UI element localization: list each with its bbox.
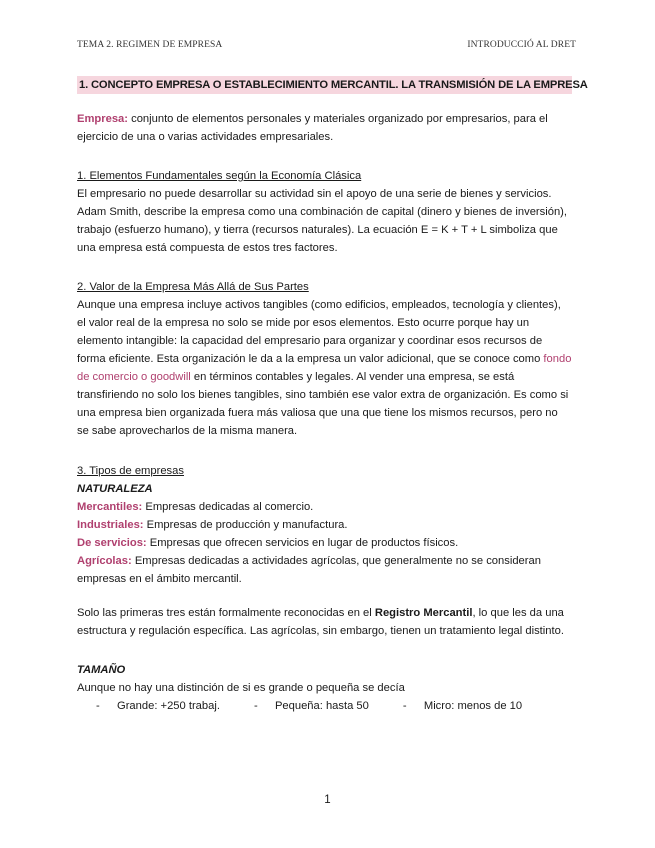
definition-paragraph [77,110,572,146]
header-left: TEMA 2. REGIMEN DE EMPRESA [77,40,223,50]
bullet-dash: - [96,700,100,712]
section2-body [77,296,572,440]
goodwill-highlight: fondo de comercio o goodwill [77,353,572,383]
registro-note-after: , lo que les da una estructura y regulación específica. Las agrícolas, sin embargo, tienen un tratamiento legal distinto. [77,607,564,637]
naturaleza-title: NATURALEZA [77,483,153,495]
page-number: 1 [324,794,331,806]
naturaleza-item-label: Industriales: [77,519,144,531]
size-item-text: Pequeña: hasta 50 [274,700,369,712]
page-content [77,76,588,715]
definition-text: conjunto de elementos personales y materiales organizado por empresarios, para el ejercicio de una o varias actividades empresariales. [77,113,548,143]
section1-body: El empresario no puede desarrollar su actividad sin el apoyo de una serie de bienes y servicios. Adam Smith, describe la empresa como una combinación de capital (dinero y bienes de inversión), trabajo (esfuerzo humano), y tierra (recursos naturales). La ecuación E = K + T + L simboliza que una empresa está compuesta de estos tres factores. [77,188,568,254]
section2-heading: 2. Valor de la Empresa Más Allá de Sus Partes [77,281,309,293]
main-title: 1. CONCEPTO EMPRESA O ESTABLECIMIENTO MERCANTIL. LA TRANSMISIÓN DE LA EMPRESA [77,76,572,94]
naturaleza-item [77,498,572,516]
size-item-text: Grande: +250 trabaj. [117,700,220,712]
bullet-dash: - [253,700,258,712]
section2-body-after: en términos contables y legales. Al vender una empresa, se está transfiriendo no solo los bienes tangibles, sino también ese valor extra de organización. Es como si una empresa bien organizada fuera más valiosa que una que tiene los mismos recursos, pero no se sabe aprovecharlos de la misma manera. [77,371,569,437]
naturaleza-item-label: De servicios: [77,537,147,549]
size-item [403,697,522,715]
naturaleza-item-text: Empresas que ofrecen servicios en lugar de productos físicos. [146,537,459,549]
naturaleza-item [77,516,572,534]
tamano-intro: Aunque no hay una distinción de si es grande o pequeña se decía [77,682,405,694]
naturaleza-item-text: Empresas de producción y manufactura. [143,519,348,531]
section1-heading: 1. Elementos Fundamentales según la Economía Clásica [77,170,362,182]
definition-term: Empresa: [77,113,128,125]
section2-body-before: Aunque una empresa incluye activos tangibles (como edificios, empleados, tecnología y clientes), el valor real de la empresa no solo se mide por esos elementos. Esto ocurre porque hay un elemento intangible: la capacidad del empresario para organizar y coordinar esos recursos de forma eficiente. Esta organización le da a la empresa un valor adicional, que se conoce como [77,299,561,365]
naturaleza-item [77,552,572,588]
size-list [77,697,572,715]
registro-mercantil: Registro Mercantil [374,607,473,619]
section3-heading: 3. Tipos de empresas [77,465,184,477]
size-item [254,697,369,715]
bullet-dash: - [402,700,407,712]
size-item [96,697,220,715]
page-footer [0,794,655,806]
naturaleza-item-label: Agrícolas: [77,555,132,567]
registro-note-before: Solo las primeras tres están formalmente reconocidas en el [77,607,375,619]
naturaleza-item [77,534,572,552]
registro-note [77,604,572,640]
tamano-title: TAMAÑO [77,664,126,676]
header-right: INTRODUCCIÓ AL DRET [467,40,576,50]
naturaleza-item-text: Empresas dedicadas al comercio. [142,501,314,513]
size-item-text: Micro: menos de 10 [423,700,523,712]
page-header [77,40,576,50]
naturaleza-item-label: Mercantiles: [77,501,143,513]
naturaleza-item-text: Empresas dedicadas a actividades agrícolas, que generalmente no se consideran empresas en el ámbito mercantil. [77,555,541,585]
